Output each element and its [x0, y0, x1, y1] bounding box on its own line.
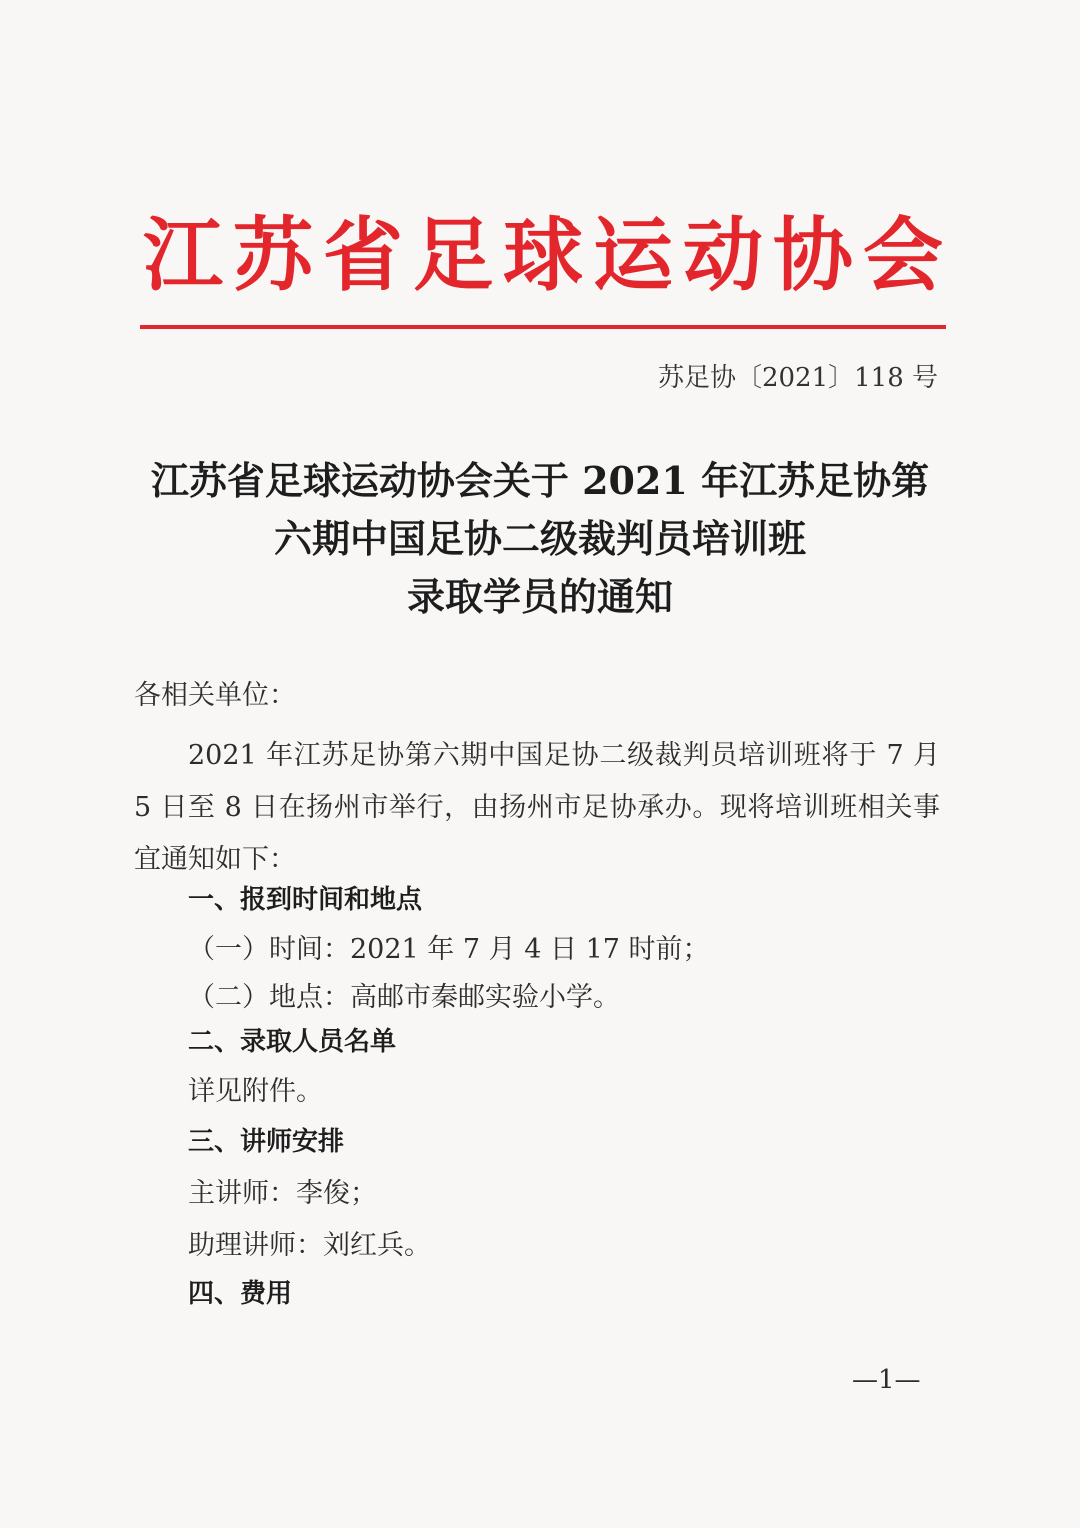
- salutation: 各相关单位：: [134, 680, 296, 711]
- intro-paragraph: [134, 730, 940, 886]
- letterhead-char: 动: [683, 208, 763, 302]
- document-number: 苏足协〔2021〕118 号: [657, 363, 938, 393]
- title-line: 录取学员的通知: [406, 574, 673, 619]
- section-1-item-1: （一）时间：2021 年 7 月 4 日 17 时前；: [188, 934, 710, 965]
- letterhead-char: 省: [323, 208, 403, 302]
- organization-letterhead: [140, 205, 946, 305]
- letterhead-char: 运: [593, 208, 673, 302]
- letterhead-char: 会: [863, 208, 943, 302]
- title-line: 江苏省足球运动协会关于 2021 年江苏足协第: [150, 458, 930, 503]
- section-heading-2: 二、录取人员名单: [188, 1027, 397, 1057]
- section-heading-4: 四、费用: [188, 1279, 293, 1309]
- letterhead-char: 江: [143, 208, 223, 302]
- letterhead-char: 球: [503, 208, 583, 302]
- section-2-item-1: 详见附件。: [188, 1076, 323, 1107]
- section-3-item-2: 助理讲师：刘红兵。: [188, 1230, 431, 1261]
- letterhead-char: 足: [413, 208, 493, 302]
- title-line: 六期中国足协二级裁判员培训班: [273, 516, 806, 561]
- letterhead-divider: [140, 325, 946, 329]
- document-title: [120, 452, 960, 626]
- letterhead-char: 协: [773, 208, 853, 302]
- section-3-item-1: 主讲师：李俊；: [188, 1178, 377, 1209]
- section-heading-3: 三、讲师安排: [188, 1127, 345, 1157]
- section-1-item-2: （二）地点：高邮市秦邮实验小学。: [188, 982, 620, 1013]
- intro-text: 2021 年江苏足协第六期中国足协二级裁判员培训班将于 7 月 5 日至 8 日在扬州市举行，由扬州市足协承办。现将培训班相关事宜通知如下：: [134, 740, 940, 875]
- letterhead-char: 苏: [233, 208, 313, 302]
- section-heading-1: 一、报到时间和地点: [188, 885, 423, 915]
- page-number: —1—: [852, 1365, 921, 1395]
